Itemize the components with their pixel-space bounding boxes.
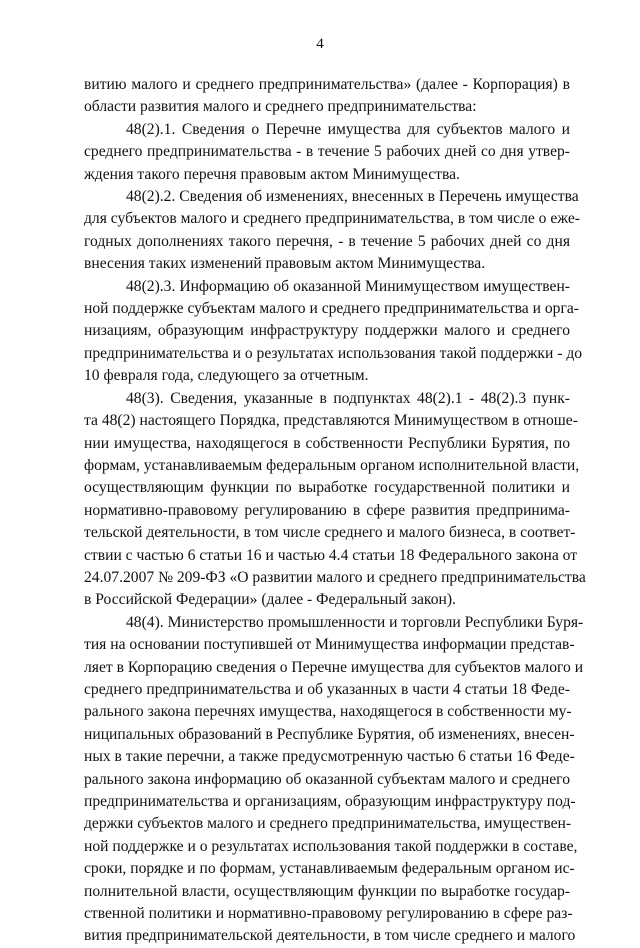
text-line: для субъектов малого и среднего предпринимательства, в том числе о еже-	[84, 210, 580, 228]
paragraph-p-48-2-3	[84, 276, 583, 388]
paragraph-p-48-2-1	[84, 119, 570, 186]
text-line: полнительной власти, осуществляющим функции по выработке государ-	[84, 882, 570, 900]
text-line: вития предпринимательской деятельности, в том числе среднего и малого	[84, 927, 576, 945]
paragraph-p-48-4	[84, 612, 584, 948]
text-line: та 48(2) настоящего Порядка, представляются Минимуществом в отноше-	[84, 412, 578, 430]
text-line: рального закона перечнях имущества, находящегося в собственности му-	[84, 703, 572, 721]
text-line: среднего предпринимательства - в течение 5 рабочих дней со дня утвер-	[84, 143, 570, 161]
text-line: ствии с частью 6 статьи 16 и частью 4.4 статьи 18 Федерального закона от	[84, 546, 578, 564]
paragraph-p-48-2-2	[84, 186, 580, 276]
page-number: 4	[316, 36, 324, 52]
text-line: ственной политики и нормативно-правовому регулированию в сфере раз-	[84, 905, 573, 923]
text-line: формам, устанавливаемым федеральным органом исполнительной власти,	[84, 456, 580, 474]
text-line: 48(2).1. Сведения о Перечне имущества для субъектов малого и	[126, 120, 570, 138]
text-line: ной поддержке субъектам малого и среднего предпринимательства и орга-	[84, 300, 579, 318]
text-line: 48(4). Министерство промышленности и торговли Республики Буря-	[126, 613, 584, 631]
text-line: годных дополнениях такого перечня, - в течение 5 рабочих дней со дня	[84, 232, 570, 250]
text-line: рального закона информацию об оказанной субъектам малого и среднего	[84, 770, 570, 788]
text-line: предпринимательства и организациям, образующим инфраструктуру под-	[84, 793, 576, 810]
text-line: тельской деятельности, в том числе среднего и малого бизнеса, в соответ-	[84, 524, 576, 542]
text-line: осуществляющим функции по выработке государственной политики и	[84, 479, 570, 497]
text-line: 48(2).3. Информацию об оказанной Минимуществом имуществен-	[126, 277, 570, 295]
document-body	[84, 74, 586, 948]
text-line: области развития малого и среднего предпринимательства:	[84, 98, 477, 116]
text-line: держки субъектов малого и среднего предпринимательства, имуществен-	[84, 815, 572, 833]
text-line: в Российской Федерации» (далее - Федеральный закон).	[84, 591, 456, 609]
text-line: ниципальных образований в Республике Бурятия, об изменениях, внесен-	[84, 725, 575, 743]
text-line: тия на основании поступившей от Минимущества информации представ-	[84, 636, 575, 654]
text-line: внесения таких изменений правовым актом Минимущества.	[84, 255, 486, 273]
paragraph-p-48-3	[84, 388, 586, 612]
text-line: сроки, порядке и по формам, устанавливаемым федеральным органом ис-	[84, 860, 575, 878]
text-line: ных в такие перечни, а также предусмотренную частью 6 статьи 16 Феде-	[84, 748, 575, 766]
text-line: 48(3). Сведения, указанные в подпунктах 48(2).1 - 48(2).3 пунк-	[126, 389, 570, 407]
text-line: нормативно-правовому регулированию в сфере развития предпринима-	[84, 501, 570, 519]
text-line: ждения такого перечня правовым актом Минимущества.	[84, 165, 460, 183]
text-line: витию малого и среднего предпринимательства» (далее - Корпорация) в	[84, 76, 570, 93]
text-line: ляет в Корпорацию сведения о Перечне имущества для субъектов малого и	[84, 658, 584, 676]
text-line: низациям, образующим инфраструктуру поддержки малого и среднего	[84, 322, 570, 340]
text-line: 48(2).2. Сведения об изменениях, внесенных в Перечень имущества	[126, 188, 579, 206]
text-line: 24.07.2007 № 209-ФЗ «О развитии малого и среднего предпринимательства	[84, 568, 586, 586]
text-line: 10 февраля года, следующего за отчетным.	[84, 367, 369, 385]
text-line: ной поддержке и о результатах использования такой поддержки в составе,	[84, 837, 578, 855]
text-line: среднего предпринимательства и об указанных в части 4 статьи 18 Феде-	[84, 680, 570, 698]
text-line: предпринимательства и о результатах использования такой поддержки - до	[84, 344, 583, 362]
paragraph-p-continued	[84, 74, 570, 119]
text-line: нии имущества, находящегося в собственности Республики Бурятия, по	[84, 434, 570, 452]
